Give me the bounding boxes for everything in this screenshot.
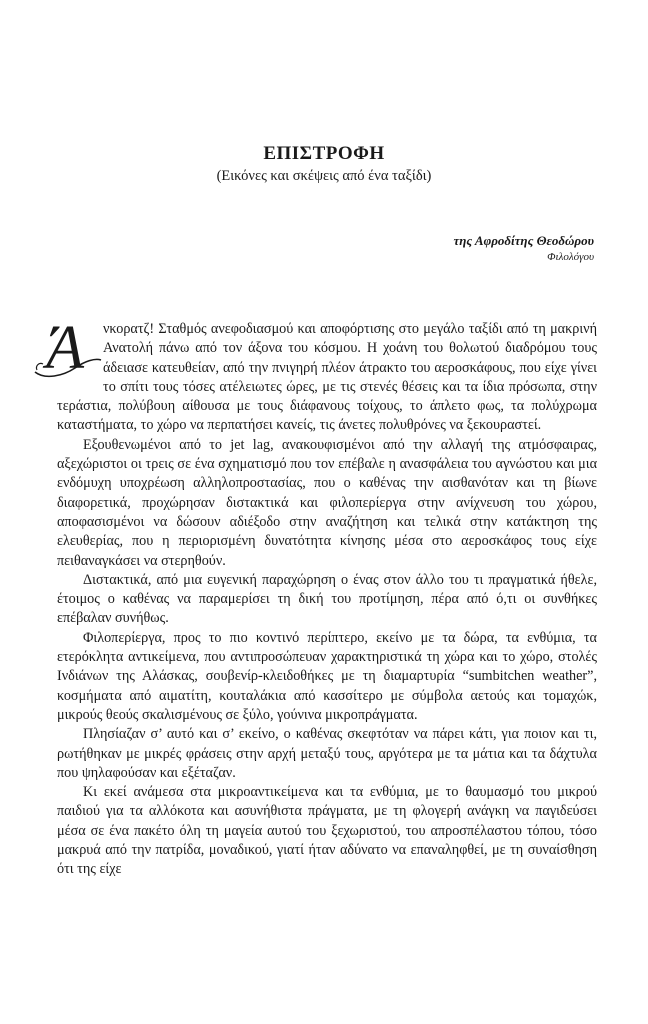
drop-cap-letter: Ά — [46, 314, 84, 382]
author-role: Φιλολόγου — [547, 251, 594, 263]
page-title: ΕΠΙΣΤΡΟΦΗ — [263, 143, 385, 164]
paragraph-5: Πλησίαζαν σ’ αυτό και σ’ εκείνο, ο καθένας σκεφτόταν να πάρει κάτι, για ποιον και τι, ρωτήθηκαν με μικρές φράσεις στην αρχή μεταξύ τους, αργότερα με τα μάτια και τα δάχτυλα που ψηλαφούσαν και εξέταζαν. — [57, 726, 597, 781]
dropcap-flourish-icon — [33, 350, 103, 378]
paragraph-2: Εξουθενωμένοι από το jet lag, ανακουφισμένοι από την αλλαγή της ατμόσφαιρας, αξεχώριστοι οι τρεις σε ένα σχηματισμό που τον επέβαλε η ανασφάλεια του αγνώστου και μια ενδόμυχη υποχρέωση αλληλοπροστασίας, που ο καθένας την αισθανόταν και τη βίωνε διαφορετικά, προχώρησαν διστακτικά και φιλοπερίεργα στην ανίχνευση του χώρου, αποφασισμένοι να δώσουν αδιέξοδο στην αναζήτηση και τελικά στην κατάκτηση της ελευθερίας, που η περιορισμένη δυνατότητα κίνησης μέσα στο αεροσκάφος τους είχε πειθαναγκάσει να στερηθούν. — [57, 436, 597, 569]
paragraph-1-text: νκορατζ! Σταθμός ανεφοδιασμού και αποφόρτισης στο μεγάλο ταξίδι από τη μακρινή Ανατολή πάνω από τον άξονα του κόσμου. Η χοάνη του θολωτού διαδρόμου τους άδειασε κατευθείαν, από την πνιγηρή πλέον άτρακτο του αεροσκάφους, που είχε γίνει το σπίτι τους τόσες ατέλειωτες ώρες, με τις στενές θέσεις και τα ίδια πρόσωπα, στην τεράστια, πολύβουη αίθουσα με τους διάφανους τοίχους, το άπλετο φως, τα πολύχρωμα καταστήματα, το χώρο να περπατήσει κανείς, τις άνετες πολυθρόνες να ξεκουραστεί. — [57, 321, 597, 434]
author-name: της Αφροδίτης Θεοδώρου — [453, 233, 594, 248]
paragraph-4: Φιλοπερίεργα, προς το πιο κοντινό περίπτερο, εκείνο με τα δώρα, τα ενθύμια, τα ετερόκλητα αντικείμενα, που αντιπροσώπευαν χαρακτηριστικά τη χώρα και το χώρο, στολές Ινδιάνων της Αλάσκας, σουβενίρ-κλειδοθήκες με τη διαμαρτυρία “sumbitchen weather”, κοσμήματα από αιματίτη, κουταλάκια από κασσίτερο με σύμβολα αετούς και τομαχώκ, μικρούς θεούς σκαλισμένους σε ξύλο, γούνινα μικροπράγματα. — [57, 629, 597, 723]
article-body — [46, 314, 597, 880]
paragraph-1 — [46, 314, 597, 436]
paragraph-3: Διστακτικά, από μια ευγενική παραχώρηση ο ένας στον άλλο του τι πραγματικά ήθελε, έτοιμος ο καθένας να παραμερίσει τη δική του προτίμηση, πέρα από ό,τι οι συνθήκες επέβαλαν συνήθως. — [57, 571, 597, 627]
paragraph-6: Κι εκεί ανάμεσα στα μικροαντικείμενα και τα ενθύμια, με το θαυμασμό του μικρού παιδιού για τα αλλόκοτα και ασυνήθιστα πράγματα, με τη φλογερή ανάγκη να παγιδεύσει μέσα σε ένα πακέτο όλη τη μαγεία αυτού του ξεχωριστού, του απροσπέλαστου τόπου, τόσο μακρυά από την πατρίδα, μοναδικού, γιατί ήταν αδύνατο να επαναληφθεί, με τη συναίσθηση ότι της είχε — [57, 784, 597, 878]
drop-cap — [35, 314, 95, 382]
page-subtitle: (Εικόνες και σκέψεις από ένα ταξίδι) — [216, 168, 432, 184]
